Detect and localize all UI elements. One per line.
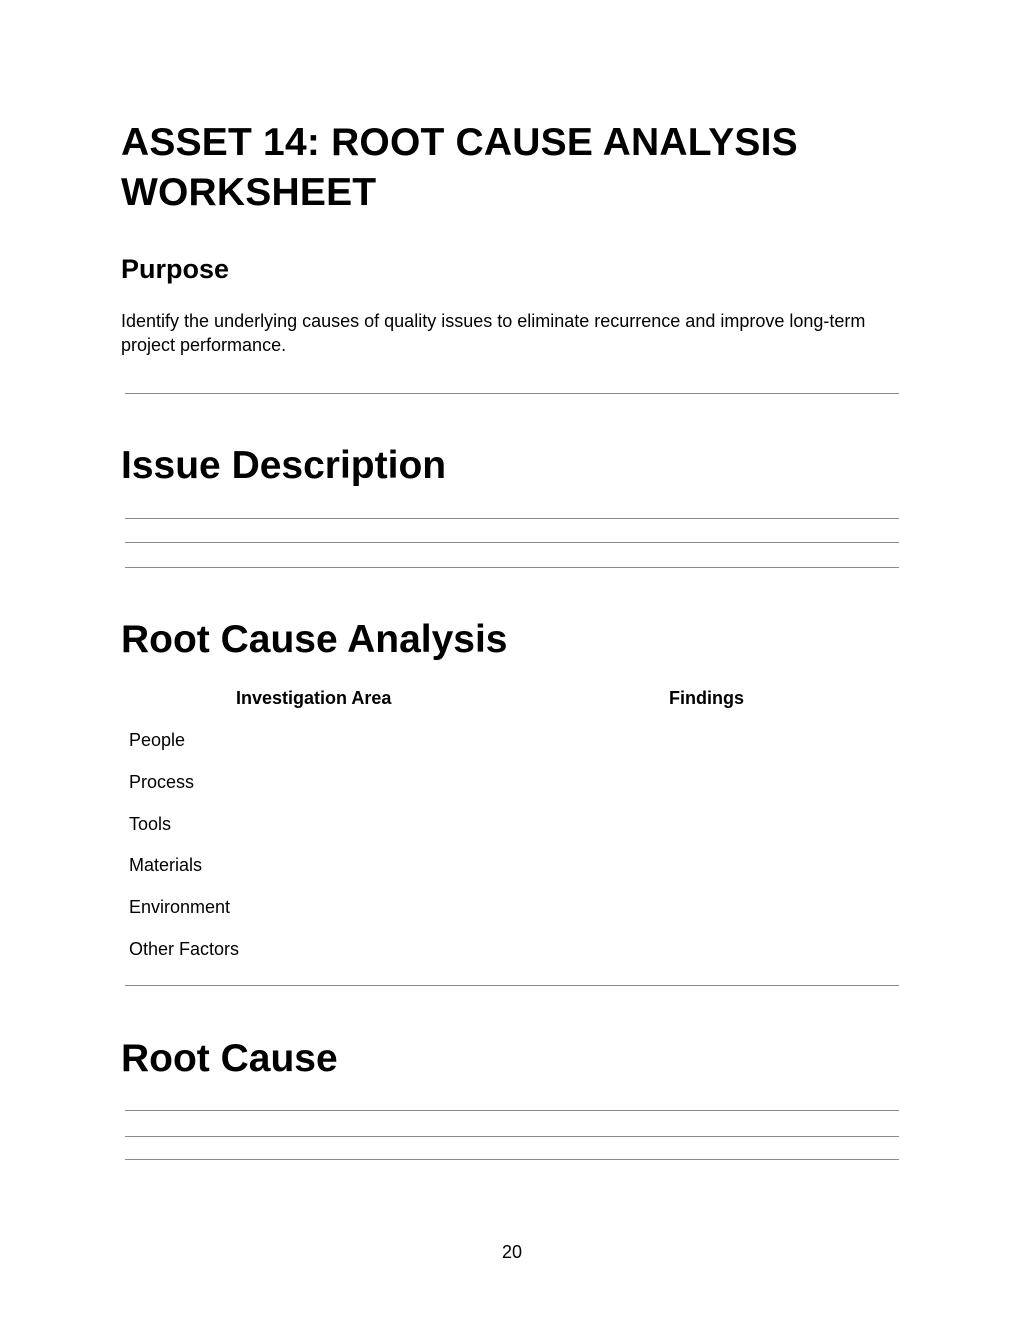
table-row-label-people: People: [129, 730, 186, 750]
purpose-text: Identify the underlying causes of quality issues to eliminate recurrence and improve long-term project performance.: [121, 311, 866, 355]
root-cause-line-1: [125, 1110, 899, 1111]
root-cause-heading: Root Cause: [121, 1037, 338, 1080]
section-divider: [125, 985, 899, 986]
issue-description-line-2: [125, 542, 899, 543]
table-row-label-tools: Tools: [129, 814, 172, 834]
issue-description-heading: Issue Description: [121, 444, 447, 487]
issue-description-line-1: [125, 518, 899, 519]
purpose-heading: Purpose: [121, 254, 230, 284]
root-cause-line-3: [125, 1159, 899, 1160]
table-row-label-other-factors: Other Factors: [129, 939, 240, 959]
root-cause-line-2: [125, 1136, 899, 1137]
table-row-label-process: Process: [129, 772, 195, 792]
table-row-label-materials: Materials: [129, 855, 203, 875]
section-divider: [125, 393, 899, 394]
table-row-label-environment: Environment: [129, 897, 231, 917]
issue-description-line-3: [125, 567, 899, 568]
column-header-findings: Findings: [669, 688, 744, 708]
root-cause-analysis-heading: Root Cause Analysis: [121, 618, 508, 661]
page-number: 20: [501, 1242, 523, 1262]
column-header-investigation-area: Investigation Area: [236, 688, 392, 708]
page-title: ASSET 14: ROOT CAUSE ANALYSIS WORKSHEET: [121, 121, 798, 214]
